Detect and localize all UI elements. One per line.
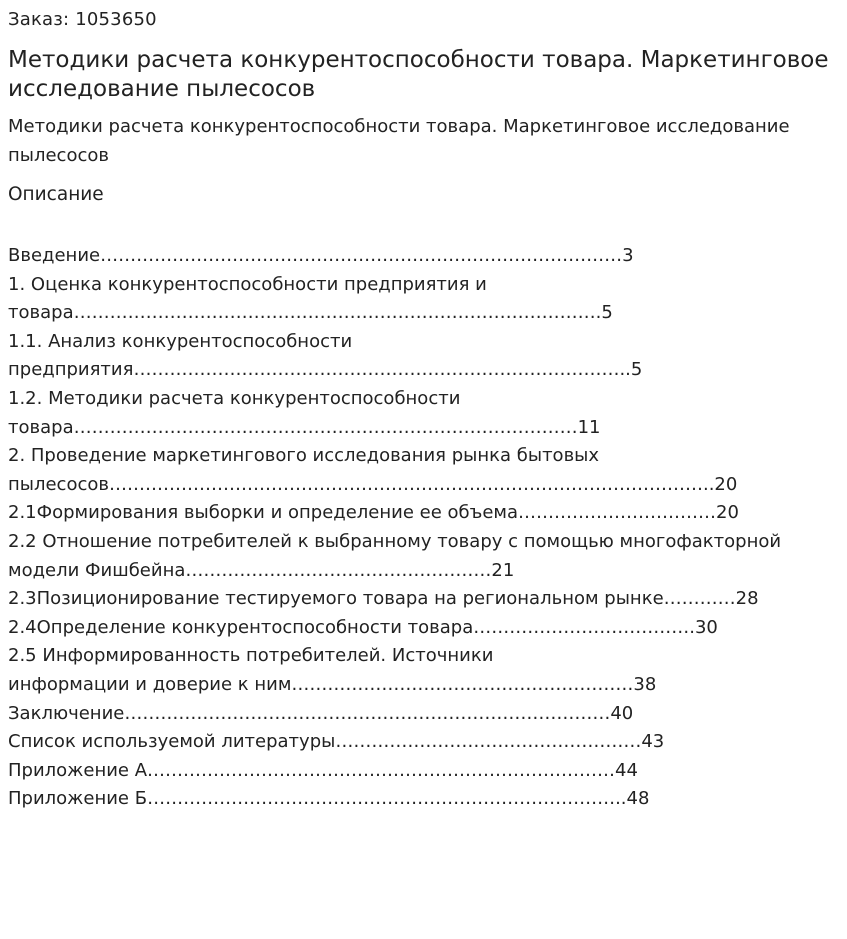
toc-line: 2.4Определение конкурентоспособности товара……………………………….30 [8,616,718,638]
toc-line: 2.5 Информированность потребителей. Источники [8,645,494,667]
toc-line: 2.1Формирования выборки и определение ее объема……………………………20 [8,502,739,524]
toc-line: товара…………………………………………………………………………11 [8,416,601,438]
toc-line: Приложение Б……………………………………………………………………..48 [8,788,650,810]
order-number: Заказ: 1053650 [8,9,157,30]
toc-line: 1. Оценка конкурентоспособности предприятия и [8,273,487,295]
toc-line: пылесосов………………………………………………………………………………………..20 [8,473,738,495]
toc-line: информации и доверие к ним…………………………………………………38 [8,673,657,695]
toc-line: 2. Проведение маркетингового исследования рынка бытовых [8,445,600,467]
description-heading: Описание [8,184,104,205]
toc-line: 1.2. Методики расчета конкурентоспособности [8,387,461,409]
toc-line: Заключение………………………………………………………………………40 [8,702,634,724]
toc-line: предприятия………………………………………………………………………..5 [8,359,643,381]
table-of-contents [8,242,839,814]
toc-line: Приложение А……………………………………………………………………44 [8,759,638,781]
toc-line: Список используемой литературы……………………………………………43 [8,731,665,753]
toc-line: 2.2 Отношение потребителей к выбранному товару с помощью многофакторной [8,530,782,552]
page-title: Методики расчета конкурентоспособности товара. Маркетинговое исследование пылесосов [8,47,829,102]
page-subtitle: Методики расчета конкурентоспособности товара. Маркетинговое исследование пылесосов [8,116,790,166]
toc-line: товара…………………………………………………………………………….5 [8,302,613,324]
toc-line: Введение……………………………………………………………………………3 [8,245,634,266]
toc-line: 2.3Позиционирование тестируемого товара на региональном рынке…………28 [8,588,759,610]
toc-line: модели Фишбейна……………………………………………21 [8,559,515,581]
toc-line: 1.1. Анализ конкурентоспособности [8,330,353,352]
